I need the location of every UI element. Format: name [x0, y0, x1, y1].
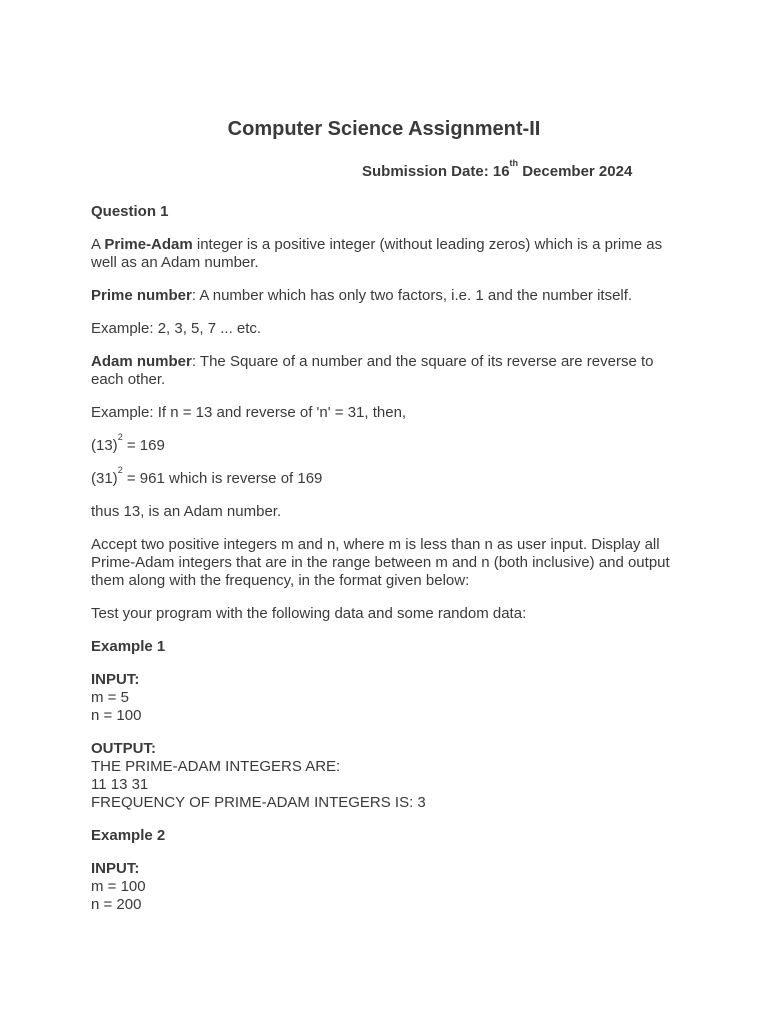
submission-date [362, 158, 633, 181]
example1-input-label: INPUT: [91, 671, 140, 688]
adam-definition [91, 353, 681, 389]
prime-term: Prime number [91, 287, 192, 304]
adam-rest: : The Square of a number and the square of its reverse are reverse to each other. [91, 353, 654, 388]
example1-out2: 11 13 31 [91, 776, 149, 793]
question-heading: Question 1 [91, 203, 169, 220]
intro-paragraph [91, 236, 681, 272]
equation-2 [91, 465, 681, 488]
prime-rest: : A number which has only two factors, i.e. 1 and the number itself. [191, 287, 633, 304]
example1-output [91, 740, 681, 812]
adam-term: Adam number [91, 353, 192, 370]
adam-example: Example: If n = 13 and reverse of 'n' = 31, then, [91, 404, 407, 421]
example2-heading: Example 2 [91, 827, 166, 844]
example2-input-label: INPUT: [91, 860, 140, 877]
prime-example: Example: 2, 3, 5, 7 ... etc. [91, 320, 262, 337]
submission-date-sup: th [509, 158, 519, 168]
document-title: Computer Science Assignment-II [227, 118, 541, 140]
document-body [91, 203, 681, 929]
submission-date-prefix: Submission Date: 16 [362, 163, 510, 180]
example1-output-label: OUTPUT: [91, 740, 156, 757]
example1-out3: FREQUENCY OF PRIME-ADAM INTEGERS IS: 3 [91, 794, 426, 811]
example1-m: m = 5 [91, 689, 129, 706]
eq1-base: (13) [91, 437, 118, 454]
example1-n: n = 100 [91, 707, 142, 724]
eq2-base: (31) [91, 470, 118, 487]
example2-input [91, 860, 681, 914]
example2-n: n = 200 [91, 896, 142, 913]
test-line: Test your program with the following data and some random data: [91, 605, 527, 622]
eq2-exp: 2 [117, 465, 123, 475]
eq1-rest: = 169 [122, 437, 165, 454]
intro-a: A [91, 236, 105, 253]
intro-rest: integer is a positive integer (without leading zeros) which is a prime as well as an Adam number. [91, 236, 663, 271]
task-paragraph: Accept two positive integers m and n, where m is less than n as user input. Display all Prime-Adam integers that are in the range between m and n (both inclusive) and output them along with the frequency, in the format given below: [91, 536, 670, 589]
prime-definition [91, 287, 681, 305]
intro-term: Prime-Adam [104, 236, 193, 253]
eq1-exp: 2 [117, 432, 123, 442]
equation-1 [91, 432, 681, 455]
example1-input [91, 671, 681, 725]
example1-out1: THE PRIME-ADAM INTEGERS ARE: [91, 758, 341, 775]
conclusion: thus 13, is an Adam number. [91, 503, 282, 520]
submission-date-suffix: December 2024 [518, 163, 633, 180]
example2-m: m = 100 [91, 878, 146, 895]
example1-heading: Example 1 [91, 638, 166, 655]
eq2-rest: = 961 which is reverse of 169 [122, 470, 323, 487]
